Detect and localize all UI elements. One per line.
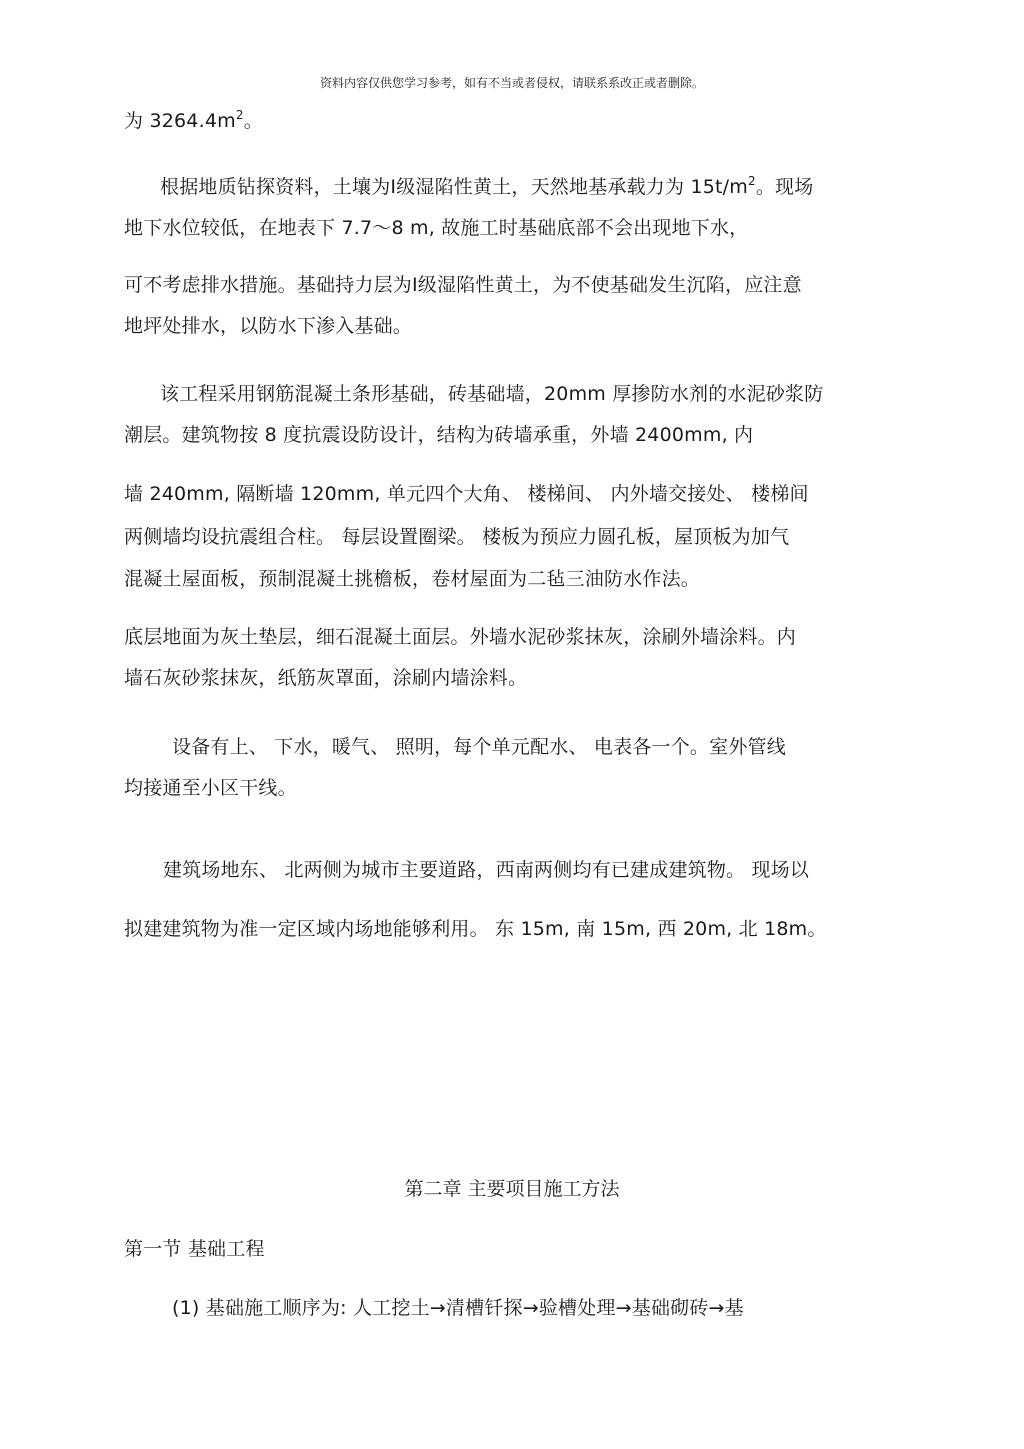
text-line: 设备有上、 下水，暖气、 照明，每个单元配水、 电表各一个。室外管线	[172, 736, 786, 758]
text-line: 潮层。建筑物按 8 度抗震设防设计，结构为砖墙承重，外墙 2400mm, 内	[124, 424, 754, 446]
text-line: 地下水位较低，在地表下 7.7～8 m, 故施工时基础底部不会出现地下水，	[124, 217, 749, 239]
text-line: 两侧墙均设抗震组合柱。 每层设置圈梁。 楼板为预应力圆孔板，屋顶板为加气	[124, 526, 790, 548]
text-line: 拟建建筑物为准一定区域内场地能够利用。 东 15m, 南 15m, 西 20m, 北 18m。	[124, 918, 827, 940]
text-line: 均接通至小区干线。	[124, 777, 297, 799]
text-line: 建筑场地东、 北两侧为城市主要道路，西南两侧均有已建成建筑物。 现场以	[163, 859, 810, 881]
text-line: 墙石灰砂浆抹灰，纸筋灰罩面，涂刷内墙涂料。	[124, 667, 528, 689]
section-title: 第一节 基础工程	[124, 1238, 265, 1260]
text-line-area: 为 $3264.4m^2$。	[124, 108, 263, 132]
chapter-title: 第二章 主要项目施工方法	[404, 1178, 620, 1200]
text-line: 该工程采用钢筋混凝土条形基础，砖基础墙，20mm 厚掺防水剂的水泥砂浆防	[160, 383, 824, 405]
page-header-notice: 资料内容仅供您学习参考，如有不当或者侵权，请联系系改正或者删除。	[319, 76, 704, 90]
list-item: (1) 基础施工顺序为: 人工挖土→清槽钎探→验槽处理→基础砌砖→基	[172, 1297, 744, 1319]
text-line: 底层地面为灰土垫层，细石混凝土面层。外墙水泥砂浆抹灰，涂刷外墙涂料。内	[124, 626, 797, 648]
text-line: 地坪处排水，以防水下渗入基础。	[124, 315, 413, 337]
superscript: 2	[747, 174, 756, 188]
text-line: 混凝土屋面板，预制混凝土挑檐板，卷材屋面为二毡三油防水作法。	[124, 568, 701, 590]
text-line: 可不考虑排水措施。基础持力层为Ⅰ级湿陷性黄土，为不使基础发生沉陷，应注意	[124, 274, 802, 296]
superscript: 2	[235, 108, 244, 122]
text-line-geology: 根据地质钻探资料，土壤为Ⅰ级湿陷性黄土，天然地基承载力为 $15t/m^2$。现场	[160, 174, 814, 198]
text-line: 墙 240mm, 隔断墙 120mm, 单元四个大角、 楼梯间、 内外墙交接处、 楼梯间	[124, 483, 809, 505]
